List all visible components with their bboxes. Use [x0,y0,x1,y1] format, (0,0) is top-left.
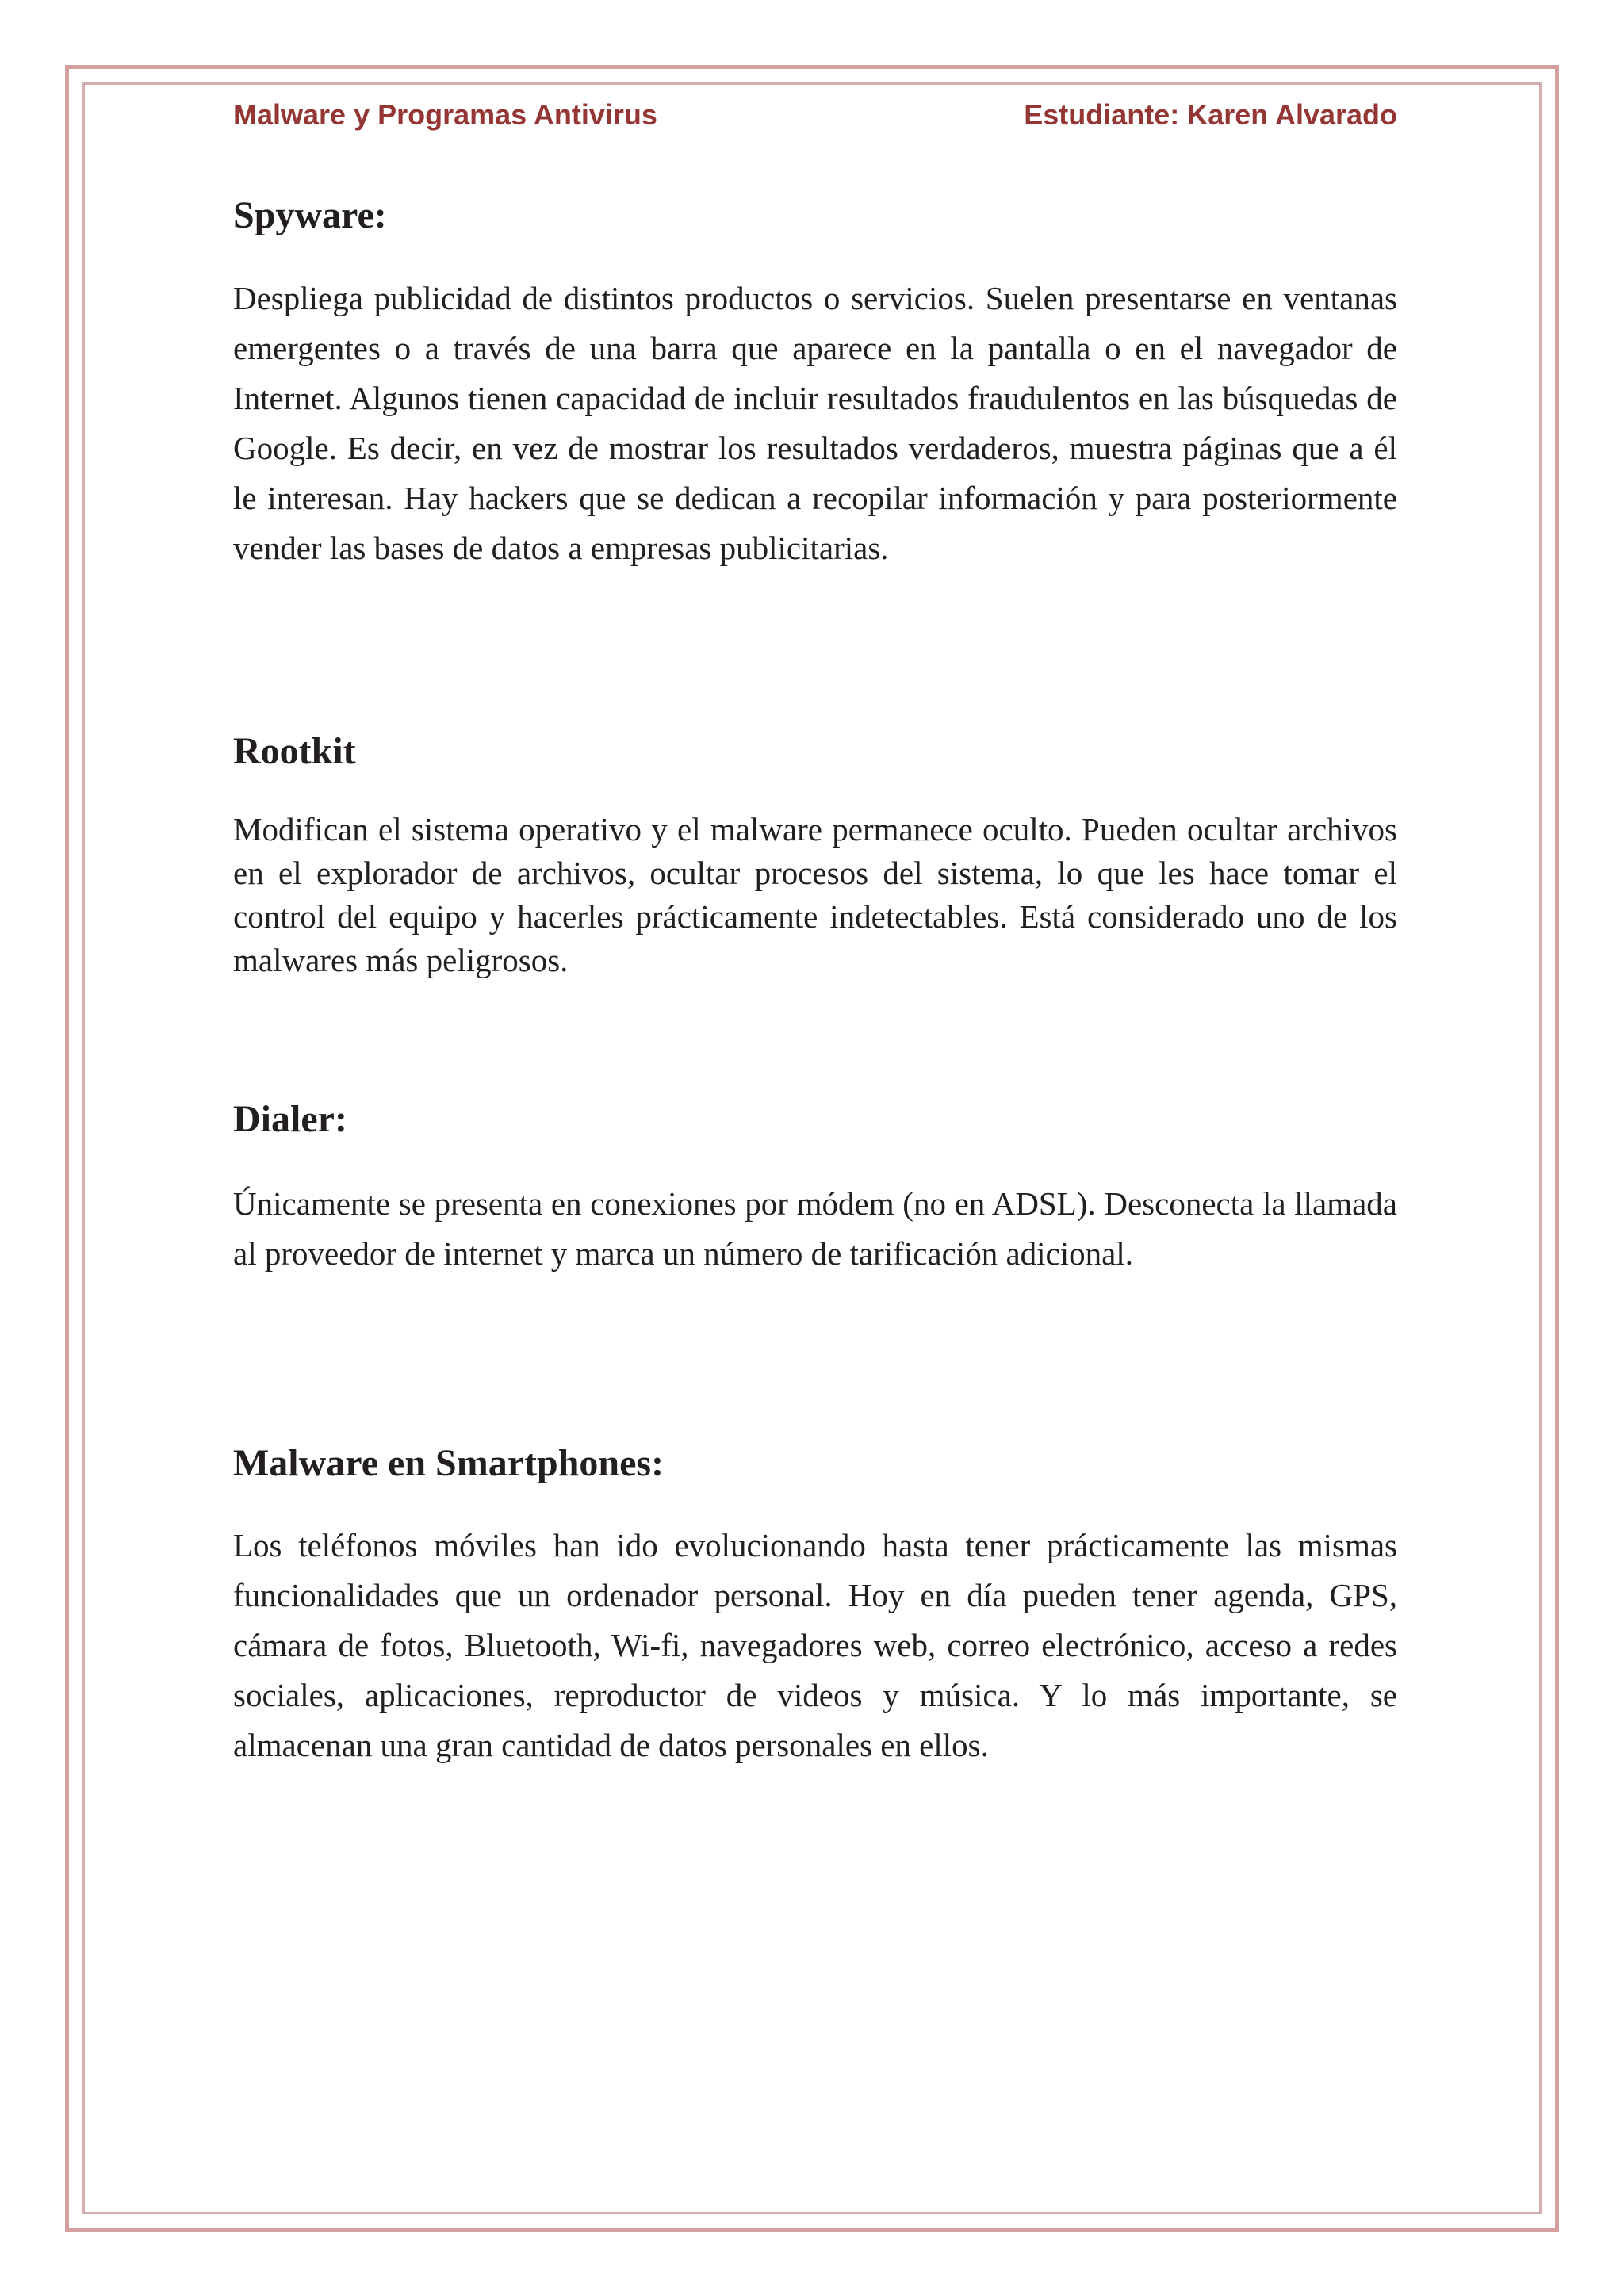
header-document-title: Malware y Programas Antivirus [233,98,657,131]
header-student-name: Estudiante: Karen Alvarado [1024,98,1397,131]
section-title-spyware: Spyware: [233,194,387,236]
section-body-malware-smartphones: Los teléfonos móviles han ido evolucionando hasta tener prácticamente las mismas funcionalidades que un ordenador personal. Hoy en día pueden tener agenda, GPS, cámara de fotos, Bluetooth, Wi-fi, navegadores web, correo electrónico, acceso a redes sociales, aplicaciones, reproductor de videos y música. Y lo más importante, se almacenan una gran cantidad de datos personales en ellos. [233,1527,1397,1763]
section-title-malware-smartphones: Malware en Smartphones: [233,1442,665,1484]
section-title-rootkit: Rootkit [233,730,356,772]
section-body-rootkit: Modifican el sistema operativo y el malware permanece oculto. Pueden ocultar archivos en el explorador de archivos, ocultar procesos del sistema, lo que les hace tomar el control del equipo y hacerles prácticamente indetectables. Está considerado uno de los malwares más peligrosos. [233,811,1397,978]
section-body-spyware: Despliega publicidad de distintos productos o servicios. Suelen presentarse en ventanas emergentes o a través de una barra que aparece en la pantalla o en el navegador de Internet. Algunos tienen capacidad de incluir resultados fraudulentos en las búsquedas de Google. Es decir, en vez de mostrar los resultados verdaderos, muestra páginas que a él le interesan. Hay hackers que se dedican a recopilar información y para posteriormente vender las bases de datos a empresas publicitarias. [233,280,1397,566]
section-body-dialer: Únicamente se presenta en conexiones por módem (no en ADSL). Desconecta la llamada al proveedor de internet y marca un número de tarificación adicional. [233,1185,1397,1272]
page-header [233,98,1397,138]
section-title-dialer: Dialer: [233,1098,347,1140]
